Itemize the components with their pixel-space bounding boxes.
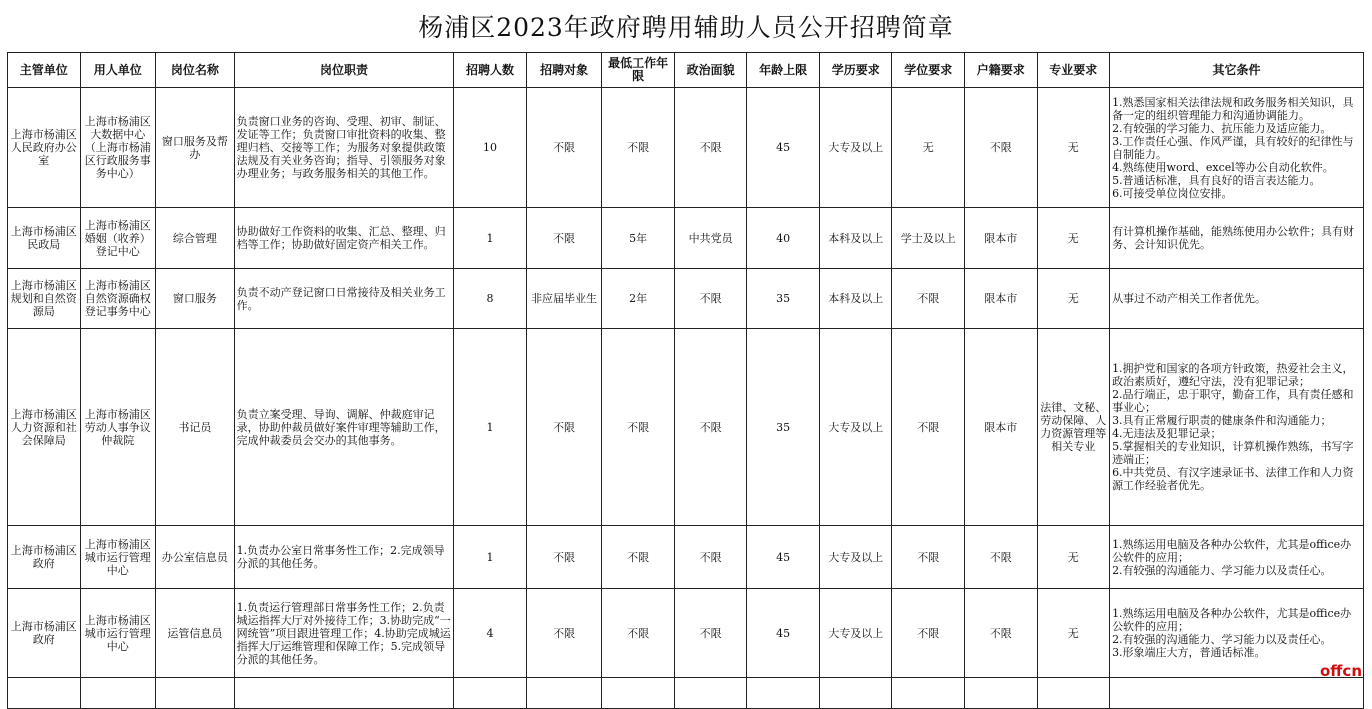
other-conditions-cell: 从事过不动产相关工作者优先。: [1110, 269, 1364, 329]
age-limit-cell: 45: [747, 526, 820, 589]
header-cell: 招聘对象: [526, 53, 602, 88]
empty-cell: [80, 678, 156, 709]
supervising-unit-cell: 上海市杨浦区民政局: [8, 208, 81, 269]
header-cell: 用人单位: [80, 53, 156, 88]
residence-cell: 限本市: [965, 329, 1038, 526]
table-row: [8, 589, 1364, 678]
residence-cell: 不限: [965, 526, 1038, 589]
education-cell: 本科及以上: [819, 269, 892, 329]
education-cell: 大专及以上: [819, 88, 892, 208]
recruitment-table: [7, 52, 1364, 709]
major-cell: 无: [1037, 208, 1110, 269]
headcount-cell: 1: [454, 526, 527, 589]
age-limit-cell: 35: [747, 269, 820, 329]
header-row: [8, 53, 1364, 88]
target-cell: 不限: [526, 329, 602, 526]
header-cell: 政治面貌: [674, 53, 747, 88]
duties-cell: 1.负责办公室日常事务性工作；2.完成领导分派的其他任务。: [234, 526, 454, 589]
residence-cell: 限本市: [965, 269, 1038, 329]
political-status-cell: 不限: [674, 88, 747, 208]
header-cell: 岗位职责: [234, 53, 454, 88]
header-cell: 其它条件: [1110, 53, 1364, 88]
empty-cell: [819, 678, 892, 709]
employer-unit-cell: 上海市杨浦区劳动人事争议仲裁院: [80, 329, 156, 526]
header-cell: 主管单位: [8, 53, 81, 88]
age-limit-cell: 40: [747, 208, 820, 269]
political-status-cell: 不限: [674, 269, 747, 329]
duties-cell: 1.负责运行管理部日常事务性工作；2.负责城运指挥大厅对外接待工作；3.协助完成“一网统管”项目跟进管理工作；4.协助完成城运指挥大厅运维管理和保障工作；5.完成领导分派的其他任务。: [234, 589, 454, 678]
duties-cell: 负责立案受理、导询、调解、仲裁庭审记录，协助仲裁员做好案件审理等辅助工作，完成仲裁委员会交办的其他事务。: [234, 329, 454, 526]
header-cell: 岗位名称: [156, 53, 235, 88]
empty-cell: [892, 678, 965, 709]
table-row: [8, 329, 1364, 526]
major-cell: 法律、文秘、劳动保障、人力资源管理等相关专业: [1037, 329, 1110, 526]
duties-cell: 负责窗口业务的咨询、受理、初审、制证、发证等工作；负责窗口审批资料的收集、整理归档、交接等工作；为服务对象提供政策法规及有关业务咨询；指导、引领服务对象办理业务；与政务服务相关的其他工作。: [234, 88, 454, 208]
header-cell: 学历要求: [819, 53, 892, 88]
headcount-cell: 4: [454, 589, 527, 678]
empty-cell: [1110, 678, 1364, 709]
education-cell: 大专及以上: [819, 329, 892, 526]
supervising-unit-cell: 上海市杨浦区人力资源和社会保障局: [8, 329, 81, 526]
header-cell: 年龄上限: [747, 53, 820, 88]
empty-cell: [454, 678, 527, 709]
table-row: [8, 208, 1364, 269]
target-cell: 不限: [526, 526, 602, 589]
education-cell: 大专及以上: [819, 526, 892, 589]
education-cell: 本科及以上: [819, 208, 892, 269]
political-status-cell: 不限: [674, 526, 747, 589]
employer-unit-cell: 上海市杨浦区城市运行管理中心: [80, 589, 156, 678]
empty-cell: [965, 678, 1038, 709]
other-conditions-cell: 1.拥护党和国家的各项方针政策，热爱社会主义，政治素质好，遵纪守法，没有犯罪记录； 2.品行端正，忠于职守，勤奋工作，具有责任感和事业心； 3.具有正常履行职责的健康条件和沟通能力； 4.无违法及犯罪记录； 5.掌握相关的专业知识，计算机操作熟练，书写字迹端正； 6.中共党员、有汉字速录证书、法律工作和人力资源工作经验者优先。: [1110, 329, 1364, 526]
degree-cell: 不限: [892, 589, 965, 678]
position-name-cell: 运管信息员: [156, 589, 235, 678]
political-status-cell: 不限: [674, 329, 747, 526]
employer-unit-cell: 上海市杨浦区大数据中心（上海市杨浦区行政服务事务中心）: [80, 88, 156, 208]
min-years-cell: 不限: [602, 526, 675, 589]
min-years-cell: 不限: [602, 88, 675, 208]
empty-cell: [602, 678, 675, 709]
empty-cell: [8, 678, 81, 709]
headcount-cell: 8: [454, 269, 527, 329]
headcount-cell: 10: [454, 88, 527, 208]
supervising-unit-cell: 上海市杨浦区人民政府办公室: [8, 88, 81, 208]
employer-unit-cell: 上海市杨浦区城市运行管理中心: [80, 526, 156, 589]
header-cell: 户籍要求: [965, 53, 1038, 88]
min-years-cell: 5年: [602, 208, 675, 269]
supervising-unit-cell: 上海市杨浦区政府: [8, 589, 81, 678]
watermark-logo: offcn: [1319, 662, 1362, 680]
target-cell: 非应届毕业生: [526, 269, 602, 329]
headcount-cell: 1: [454, 329, 527, 526]
degree-cell: 学士及以上: [892, 208, 965, 269]
education-cell: 大专及以上: [819, 589, 892, 678]
age-limit-cell: 45: [747, 589, 820, 678]
min-years-cell: 不限: [602, 589, 675, 678]
other-conditions-cell: 有计算机操作基础，能熟练使用办公软件；具有财务、会计知识优先。: [1110, 208, 1364, 269]
target-cell: 不限: [526, 88, 602, 208]
empty-cell: [156, 678, 235, 709]
table-row: [8, 269, 1364, 329]
position-name-cell: 书记员: [156, 329, 235, 526]
empty-cell: [234, 678, 454, 709]
other-conditions-cell: 1.熟练运用电脑及各种办公软件，尤其是office办公软件的应用； 2.有较强的沟通能力、学习能力以及责任心。: [1110, 526, 1364, 589]
table-row: [8, 678, 1364, 709]
age-limit-cell: 45: [747, 88, 820, 208]
other-conditions-cell: 1.熟练运用电脑及各种办公软件，尤其是office办公软件的应用； 2.有较强的沟通能力、学习能力以及责任心。 3.形象端庄大方，普通话标准。: [1110, 589, 1364, 678]
age-limit-cell: 35: [747, 329, 820, 526]
degree-cell: 不限: [892, 269, 965, 329]
position-name-cell: 窗口服务: [156, 269, 235, 329]
empty-cell: [1037, 678, 1110, 709]
other-conditions-cell: 1.熟悉国家相关法律法规和政务服务相关知识，具备一定的组织管理能力和沟通协调能力。 2.有较强的学习能力、抗压能力及适应能力。 3.工作责任心强、作风严谨，具有较好的纪律性与自制能力。 4.熟练使用word、excel等办公自动化软件。 5.普通话标准，具有良好的语言表达能力。 6.可接受单位岗位安排。: [1110, 88, 1364, 208]
duties-cell: 协助做好工作资料的收集、汇总、整理、归档等工作；协助做好固定资产相关工作。: [234, 208, 454, 269]
empty-cell: [747, 678, 820, 709]
position-name-cell: 窗口服务及帮办: [156, 88, 235, 208]
major-cell: 无: [1037, 589, 1110, 678]
empty-cell: [674, 678, 747, 709]
min-years-cell: 2年: [602, 269, 675, 329]
target-cell: 不限: [526, 208, 602, 269]
table-row: [8, 526, 1364, 589]
residence-cell: 限本市: [965, 208, 1038, 269]
table-row: [8, 88, 1364, 208]
duties-cell: 负责不动产登记窗口日常接待及相关业务工作。: [234, 269, 454, 329]
supervising-unit-cell: 上海市杨浦区政府: [8, 526, 81, 589]
position-name-cell: 综合管理: [156, 208, 235, 269]
degree-cell: 不限: [892, 526, 965, 589]
degree-cell: 无: [892, 88, 965, 208]
header-cell: 专业要求: [1037, 53, 1110, 88]
headcount-cell: 1: [454, 208, 527, 269]
header-cell: 最低工作年限: [602, 53, 675, 88]
supervising-unit-cell: 上海市杨浦区规划和自然资源局: [8, 269, 81, 329]
empty-cell: [526, 678, 602, 709]
major-cell: 无: [1037, 526, 1110, 589]
header-cell: 招聘人数: [454, 53, 527, 88]
residence-cell: 不限: [965, 589, 1038, 678]
min-years-cell: 不限: [602, 329, 675, 526]
page-title: 杨浦区2023年政府聘用辅助人员公开招聘简章: [418, 13, 954, 42]
political-status-cell: 中共党员: [674, 208, 747, 269]
employer-unit-cell: 上海市杨浦区自然资源确权登记事务中心: [80, 269, 156, 329]
degree-cell: 不限: [892, 329, 965, 526]
political-status-cell: 不限: [674, 589, 747, 678]
major-cell: 无: [1037, 88, 1110, 208]
header-cell: 学位要求: [892, 53, 965, 88]
employer-unit-cell: 上海市杨浦区婚姻（收养）登记中心: [80, 208, 156, 269]
position-name-cell: 办公室信息员: [156, 526, 235, 589]
target-cell: 不限: [526, 589, 602, 678]
major-cell: 无: [1037, 269, 1110, 329]
residence-cell: 不限: [965, 88, 1038, 208]
